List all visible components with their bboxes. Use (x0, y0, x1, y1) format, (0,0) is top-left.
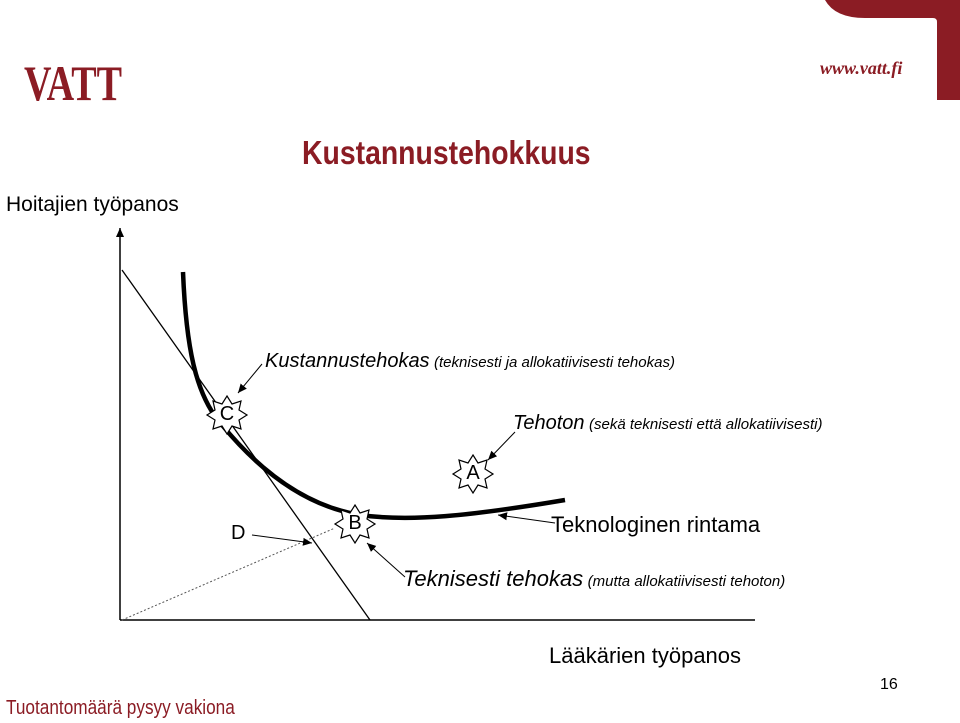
annotation-cost-efficient: Kustannustehokas (teknisesti ja allokatiivisesti tehokas) (265, 350, 675, 372)
isoquant-curve (183, 272, 565, 518)
svg-text:VATT: VATT (24, 55, 122, 111)
website-url[interactable]: www.vatt.fi (820, 58, 903, 78)
point-label-b: B (348, 512, 362, 534)
arrow-d (252, 535, 312, 543)
page-title: Kustannustehokkuus (302, 134, 591, 171)
annotation-inefficient: Tehoton (sekä teknisesti että allokatiivisesti) (513, 412, 823, 434)
arrow-cost-efficient (238, 364, 262, 393)
arrow-frontier (498, 515, 555, 523)
annotation-tech-efficient: Teknisesti tehokas (mutta allokatiivisesti tehoton) (403, 566, 786, 591)
y-axis-label: Hoitajien työpanos (6, 193, 179, 216)
point-label-c: C (219, 403, 235, 425)
isocost-line (122, 270, 370, 620)
x-axis-label: Lääkärien työpanos (549, 643, 742, 668)
page-number: 16 (880, 676, 898, 693)
annotation-frontier: Teknologinen rintama (551, 512, 761, 537)
arrow-inefficient (488, 432, 515, 460)
footer-text: Tuotantomäärä pysyy vakiona (6, 697, 235, 719)
arrow-tech-efficient (367, 543, 405, 577)
point-label-d: D (231, 522, 246, 544)
point-label-a: A (466, 462, 480, 484)
